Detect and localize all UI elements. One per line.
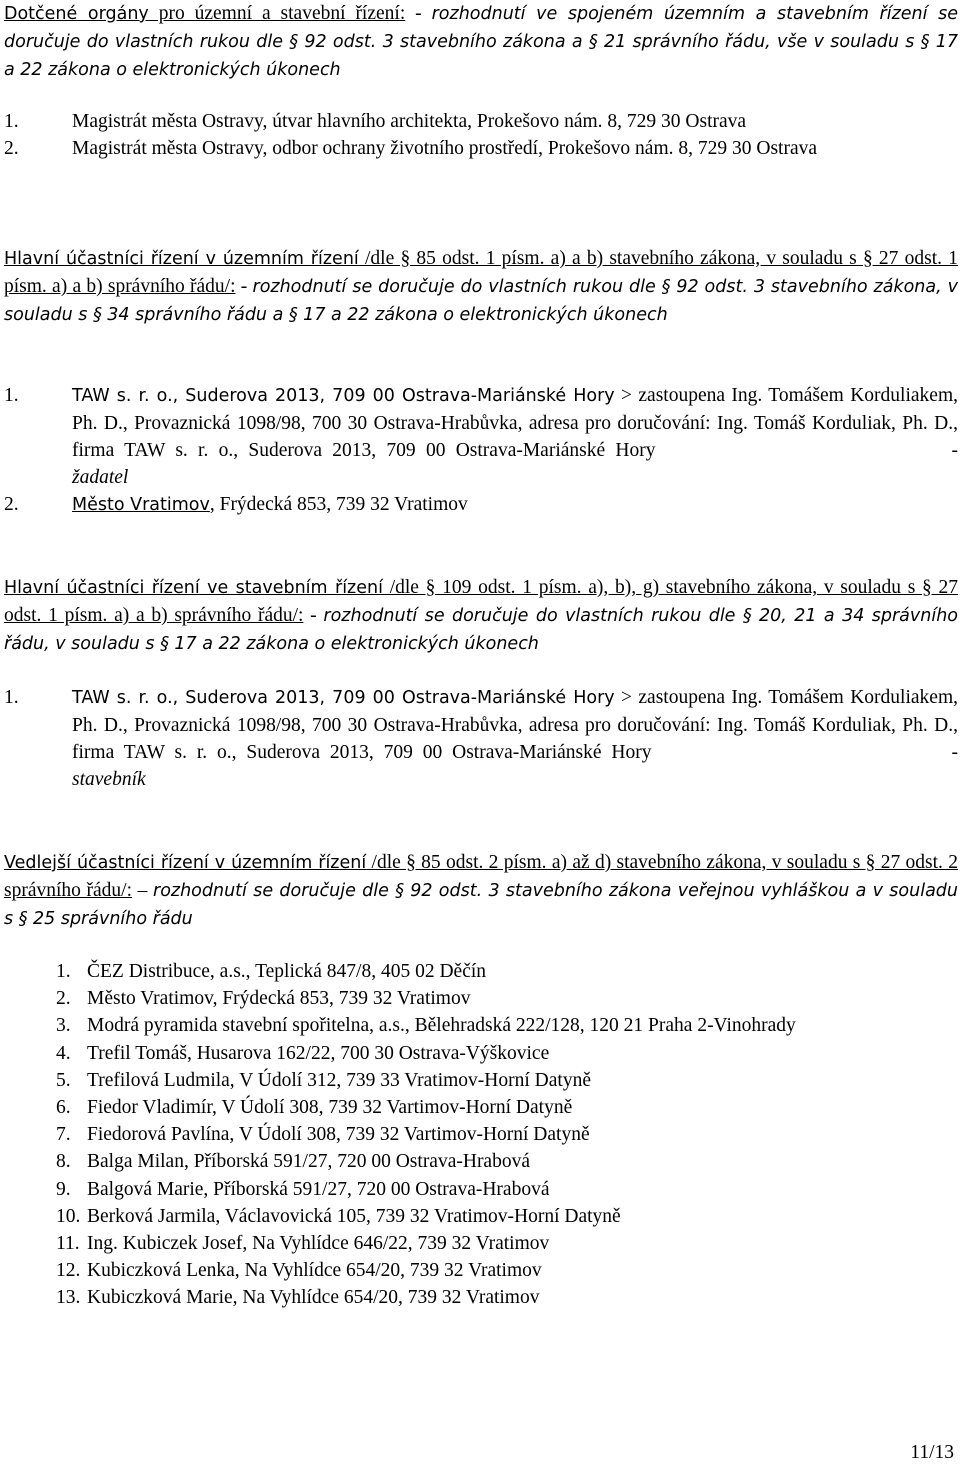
list-item-role: - stavebník: [72, 742, 958, 790]
list-item-number: 4.: [56, 1042, 71, 1064]
list-item-number: 2.: [56, 988, 71, 1010]
section-heading-rest: /dle § 109 odst. 1 písm. a), b), g) stavebního zákona, v souladu s § 27 odst. 1 písm. a) a b) správního řádu/:: [4, 577, 958, 626]
section-heading: Hlavní účastníci řízení ve stavebním řízení: [4, 578, 383, 598]
list-item: [56, 1012, 960, 1039]
list-item: [4, 135, 958, 162]
dash: -: [303, 605, 324, 626]
list-item-number: 5.: [56, 1069, 71, 1091]
list-item: [56, 1230, 960, 1257]
list-item-text: Ing. Kubiczek Josef, Na Vyhlídce 646/22, 739 32 Vratimov: [87, 1233, 550, 1255]
dash: –: [132, 880, 153, 901]
delivery-note: rozhodnutí se doručuje do vlastních rukou dle § 20, 21 a 34 správního řádu, v souladu s § 17 a 22 zákona o elektronických úkonech: [4, 606, 959, 654]
list-vedlejsi-ucastnici: [56, 958, 960, 1312]
list-item: [56, 1284, 960, 1311]
list-item-number: 3.: [56, 1015, 71, 1037]
list-item: [4, 491, 958, 519]
list-item-role: - žadatel: [72, 440, 958, 488]
list-item-number: 10.: [56, 1205, 81, 1227]
list-item: [56, 1257, 960, 1284]
list-item-text: Balga Milan, Příborská 591/27, 720 00 Ostrava-Hrabová: [87, 1151, 530, 1173]
list-item: [4, 108, 958, 135]
list-item-number: 1.: [56, 961, 71, 982]
list-item-text: Berková Jarmila, Václavovická 105, 739 32 Vratimov-Horní Datyně: [87, 1205, 621, 1227]
list-item-text: , Frýdecká 853, 739 32 Vratimov: [209, 494, 468, 515]
list-item-number: 6.: [56, 1097, 71, 1119]
delivery-note: rozhodnutí se doručuje do vlastních rukou dle § 92 odst. 3 stavebního zákona, v souladu s § 34 správního řádu a § 17 a 22 zákona o elektronických úkonech: [4, 277, 958, 325]
list-item-text: Kubiczková Lenka, Na Vyhlídce 654/20, 739 32 Vratimov: [87, 1260, 542, 1282]
page-number: 11/13: [910, 1442, 954, 1463]
list-item-number: 11.: [56, 1233, 80, 1255]
list-item: [56, 1176, 960, 1203]
list-item-number: 9.: [56, 1178, 71, 1200]
list-dotcene-organy: [4, 108, 958, 162]
section-hlavni-uzemni-intro: [4, 245, 958, 329]
list-item-text: Kubiczková Marie, Na Vyhlídce 654/20, 739 32 Vratimov: [87, 1287, 540, 1309]
section-heading: Dotčené orgány: [4, 4, 149, 24]
list-item: [56, 985, 960, 1012]
list-item-number: 2.: [4, 138, 19, 159]
section-heading-rest: pro územní a stavební řízení:: [148, 3, 406, 24]
list-item-text: > zastoupena Ing. Tomášem Korduliakem, Ph. D., Provaznická 1098/98, 700 30 Ostrava-Hrabůvka, adresa pro doručování: Ing. Tomáš Korduliak, Ph. D., firma TAW s. r. o., Suderova 2013, 709 00 Ostrava-Mariánské Hory: [72, 385, 958, 461]
section-heading-rest: /dle § 85 odst. 1 písm. a) a b) stavebního zákona, v souladu s § 27 odst. 1 písm. a) a b) správního řádu/:: [4, 248, 958, 297]
section-hlavni-stavebni-intro: [4, 574, 958, 658]
list-hlavni-stavebni: [4, 684, 958, 793]
list-item: [4, 382, 958, 491]
list-item-text: Trefil Tomáš, Husarova 162/22, 700 30 Ostrava-Výškovice: [87, 1042, 550, 1064]
list-item-name: Město Vratimov: [72, 495, 210, 515]
list-item: [56, 1094, 960, 1121]
list-hlavni-uzemni: [4, 382, 958, 519]
list-item-text: Magistrát města Ostravy, útvar hlavního architekta, Prokešovo nám. 8, 729 30 Ostrava: [72, 111, 747, 132]
list-item-text: Balgová Marie, Příborská 591/27, 720 00 Ostrava-Hrabová: [87, 1178, 550, 1200]
list-item: [56, 1121, 960, 1148]
list-item-name: TAW s. r. o., Suderova 2013, 709 00 Ostrava-Mariánské Hory: [72, 688, 615, 708]
list-item-number: 12.: [56, 1260, 81, 1282]
list-item-text: Magistrát města Ostravy, odbor ochrany životního prostředí, Prokešovo nám. 8, 729 30 Ostrava: [72, 138, 818, 159]
list-item-number: 1.: [4, 687, 19, 708]
list-item: [56, 1148, 960, 1175]
section-heading-rest: /dle § 85 odst. 2 písm. a) až d) stavebního zákona, v souladu s § 27 odst. 2 správního řádu/:: [4, 852, 958, 901]
list-item: [4, 684, 958, 793]
delivery-note: rozhodnutí ve spojeném územním a stavebním řízení se doručuje do vlastních rukou dle § 92 odst. 3 stavebního zákona a § 21 správního řádu, vše v souladu s § 17 a 22 zákona o elektronických úkonech: [4, 4, 958, 80]
list-item-number: 1.: [4, 385, 19, 406]
section-dotcene-organy-intro: [4, 0, 958, 84]
list-item-text: Modrá pyramida stavební spořitelna, a.s., Bělehradská 222/128, 120 21 Praha 2-Vinohrady: [87, 1015, 796, 1037]
list-item-text: Město Vratimov, Frýdecká 853, 739 32 Vratimov: [87, 988, 471, 1010]
list-item-text: ČEZ Distribuce, a.s., Teplická 847/8, 405 02 Děčín: [87, 961, 487, 982]
list-item: [56, 1203, 960, 1230]
section-heading: Hlavní účastníci řízení v územním řízení: [4, 249, 359, 269]
list-item-number: 7.: [56, 1124, 71, 1146]
list-item-number: 8.: [56, 1151, 71, 1173]
list-item-text: Fiedor Vladimír, V Údolí 308, 739 32 Vartimov-Horní Datyně: [87, 1097, 573, 1119]
section-vedlejsi-intro: [4, 849, 958, 933]
list-item-text: Fiedorová Pavlína, V Údolí 308, 739 32 Vartimov-Horní Datyně: [87, 1124, 590, 1146]
dash: -: [235, 276, 253, 297]
list-item-text: > zastoupena Ing. Tomášem Korduliakem, Ph. D., Provaznická 1098/98, 700 30 Ostrava-Hrabůvka, adresa pro doručování: Ing. Tomáš Korduliak, Ph. D., firma TAW s. r. o., Suderova 2013, 709 00 Ostrava-Mariánské Hory: [72, 687, 958, 763]
list-item-name: TAW s. r. o., Suderova 2013, 709 00 Ostrava-Mariánské Hory: [72, 386, 615, 406]
delivery-note: rozhodnutí se doručuje dle § 92 odst. 3 stavebního zákona veřejnou vyhláškou a v souladu s § 25 správního řádu: [4, 881, 959, 929]
list-item-number: 13.: [56, 1287, 81, 1309]
list-item-text: Trefilová Ludmila, V Údolí 312, 739 33 Vratimov-Horní Datyně: [87, 1069, 591, 1091]
list-item: [56, 1040, 960, 1067]
list-item-number: 2.: [4, 494, 19, 515]
list-item: [56, 1067, 960, 1094]
list-item-number: 1.: [4, 111, 19, 132]
dash: -: [405, 3, 432, 24]
list-item: [56, 958, 960, 985]
section-heading: Vedlejší účastníci řízení v územním řízení: [4, 853, 367, 873]
